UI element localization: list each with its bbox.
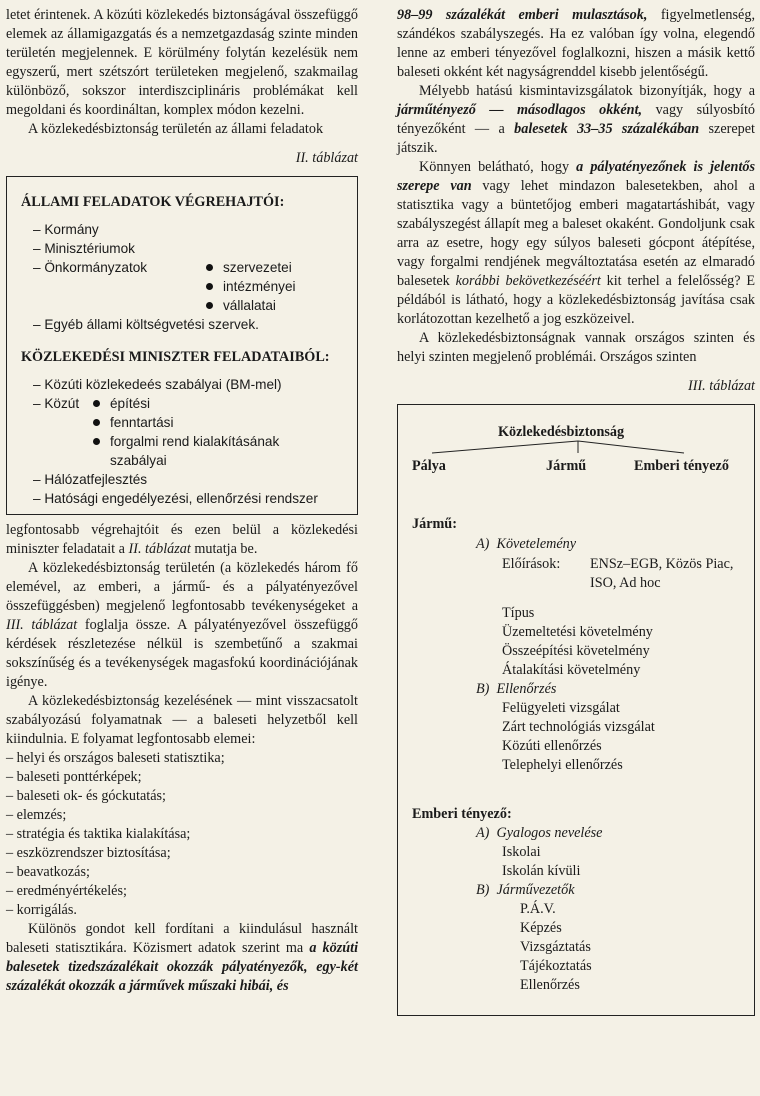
paragraph: Különös gondot kell fordítani a kiindulásul használt baleseti statisztikára. Közismert adatok szerint ma a közúti balesetek tizedszázalékait okozzák pályatényezők, egy-két százalékát okozzák a járművek műszaki hibái, és — [6, 921, 359, 994]
list-item: – stratégia és taktika kialakítása; — [6, 826, 191, 842]
table-label: III. táblázat — [688, 378, 755, 394]
tree-node-emberi: Emberi tényező — [634, 458, 729, 474]
regulations-label: Előírások: — [502, 556, 561, 572]
paragraph: A közlekedésbiztonság területén (a közlekedés három fő elemével, az emberi, a jármű- és a pályatényezővel összefüggésben) megjelenő legfontosabb tevékenységeket a III. táblázat foglalja össze. A pályatényezővel összefüggő kérdések részletezése nélkül is szembetűnő a szakmai sokszínűség és a tevékenységek magasfokú koordinációjának igénye. — [6, 560, 358, 690]
tree-root: Közlekedésbiztonság — [498, 424, 625, 440]
bullet-item: építési — [93, 394, 279, 413]
subsection: B) Járművezetők — [476, 882, 575, 898]
table-label: II. táblázat — [295, 150, 358, 166]
list-item: Telephelyi ellenőrzés — [502, 757, 623, 773]
list-item: – Minisztériumok — [33, 241, 135, 256]
list-item: – baleseti ponttérképek; — [6, 769, 142, 785]
list-item: Típus — [502, 605, 535, 621]
kozut-group — [21, 394, 347, 470]
list-item: P.Á.V. — [520, 901, 556, 917]
paragraph: legfontosabb végrehajtóit és ezen belül a közlekedési miniszter feladatait a II. táblázat mutatja be. — [6, 522, 358, 557]
tree-node-palya: Pálya — [412, 458, 446, 474]
bullet-icon — [93, 400, 100, 407]
list-item: – Hatósági engedélyezési, ellenőrzési rendszer — [33, 491, 318, 506]
bullet-continuation: szabályai — [110, 453, 167, 468]
list-item: Tájékoztatás — [520, 958, 592, 974]
bullet-icon — [93, 438, 100, 445]
paragraph: letet érintenek. A közúti közlekedés biztonságával összefüggő elemek az államigazgatás és a nemzetgazdaság szinte minden területén megjelennek. E körülmény folytán kezelésük nem egyszerű, mert szétszórt területeken megjelenő, szakmailag különböző, sokszor interdiszciplináris problémákat kell megoldani és koordináltan, komplex módon kezelni. — [6, 7, 358, 118]
paragraph: A közlekedésbiztonság területén az állami feladatok — [28, 121, 324, 137]
bullet-item: vállalatai — [206, 296, 296, 315]
list-item: – Közút — [33, 396, 80, 411]
list-item: Felügyeleti vizsgálat — [502, 700, 620, 716]
subsection: B) Ellenőrzés — [476, 681, 557, 697]
onkormanyzat-group — [21, 258, 347, 315]
list-item: – beavatkozás; — [6, 864, 90, 880]
paragraph: A közlekedésbiztonságnak vannak országos szinten és helyi szinten megjelenő problémái. Országos szinten — [397, 330, 755, 365]
list-item: Vizsgáztatás — [520, 939, 591, 955]
section-heading: Jármű: — [412, 516, 457, 532]
list-item: Közúti ellenőrzés — [502, 738, 602, 754]
table-2-box — [6, 176, 358, 515]
list-item: – korrigálás. — [6, 902, 77, 918]
tree-node-jarmu: Jármű — [546, 458, 587, 474]
subsection: A) Követelemény — [476, 536, 577, 552]
table-3-box — [397, 404, 755, 1016]
bullet-item: szervezetei — [206, 258, 296, 277]
bullet-icon — [206, 302, 213, 309]
left-column — [6, 6, 358, 996]
list-item: – Hálózatfejlesztés — [33, 472, 148, 487]
list-item: Átalakítási követelmény — [502, 662, 641, 678]
list-item: – baleseti ok- és góckutatás; — [6, 788, 166, 804]
list-item: Képzés — [520, 920, 562, 936]
process-list — [6, 749, 358, 920]
list-item: – eszközrendszer biztosítása; — [6, 845, 171, 861]
paragraph: 98–99 százalékát emberi mulasztások, figyelmetlenség, szándékos szabályszegés. Ha ez valóban így volna, elegendő lenne az emberi tényezővel foglalkozni, hiszen a másik kettő baleseti okként két nagyságrenddel kisebb jelentőségű. — [397, 7, 755, 80]
list-item: Összeépítési követelmény — [502, 643, 650, 659]
bullet-icon — [206, 264, 213, 271]
right-column — [397, 6, 755, 1016]
regulations-value: ENSz–EGB, Közös Piac, — [590, 556, 734, 572]
paragraph: Könnyen belátható, hogy a pályatényezőnek is jelentős szerepe van vagy lehet mindazon balesetekben, ahol a statisztika vagy a büntetőjog emberi magatartáshibát, vagy szabályszegést állapít meg a baleset okaként. Gondoljunk csak arra az esetre, hogy egy súlyos baleseti gócpont átépítése, vagy forgalmi rendjének megváltoztatása esetén az elmaradó balesetek korábbi bekövetkezéséért kit terhel a felelősség? E példából is látható, hogy a közlekedésbiztonság javítása csak korlátozottan kezelhető a jog eszközeivel. — [397, 159, 756, 327]
list-item: – Kormány — [33, 222, 99, 237]
list-item: Zárt technológiás vizsgálat — [502, 719, 655, 735]
regulations-value: ISO, Ad hoc — [590, 575, 661, 591]
list-item: – Önkormányzatok — [33, 260, 148, 275]
list-item: Üzemeltetési követelmény — [502, 624, 653, 640]
bullet-icon — [206, 283, 213, 290]
subsection: A) Gyalogos nevelése — [476, 825, 603, 841]
list-item: – Egyéb állami költségvetési szervek. — [33, 317, 259, 332]
box-heading: KÖZLEKEDÉSI MINISZTER FELADATAIBÓL: — [21, 349, 330, 365]
box-heading: ÁLLAMI FELADATOK VÉGREHAJTÓI: — [21, 194, 285, 210]
bullet-item: forgalmi rend kialakításának — [93, 432, 279, 451]
bullet-item: intézményei — [206, 277, 296, 296]
list-item: – Közúti közlekedeés szabályai (BM-mel) — [33, 377, 282, 392]
paragraph: Mélyebb hatású kismintavizsgálatok bizonyítják, hogy a járműtényező — másodlagos okként, vagy súlyosbító tényezőként — a balesetek 33–35 százalékában szerepet játszik. — [397, 83, 755, 156]
section-heading: Emberi tényező: — [412, 806, 512, 822]
bullet-icon — [93, 419, 100, 426]
list-item: – helyi és országos baleseti statisztika; — [6, 750, 225, 766]
list-item: – elemzés; — [6, 807, 67, 823]
bullet-item: fenntartási — [93, 413, 279, 432]
list-item: Ellenőrzés — [520, 977, 580, 993]
list-item: Iskolai — [502, 844, 541, 860]
sub-bullets — [93, 394, 279, 470]
list-item: – eredményértékelés; — [6, 883, 127, 899]
paragraph: A közlekedésbiztonság kezelésének — mint visszacsatolt szabályozású folyamatnak — a baleseti helyzetből kell kiindulnia. E folyamat legfontosabb elemei: — [6, 693, 358, 747]
list-item: Iskolán kívüli — [502, 863, 581, 879]
sub-bullets — [206, 258, 296, 315]
